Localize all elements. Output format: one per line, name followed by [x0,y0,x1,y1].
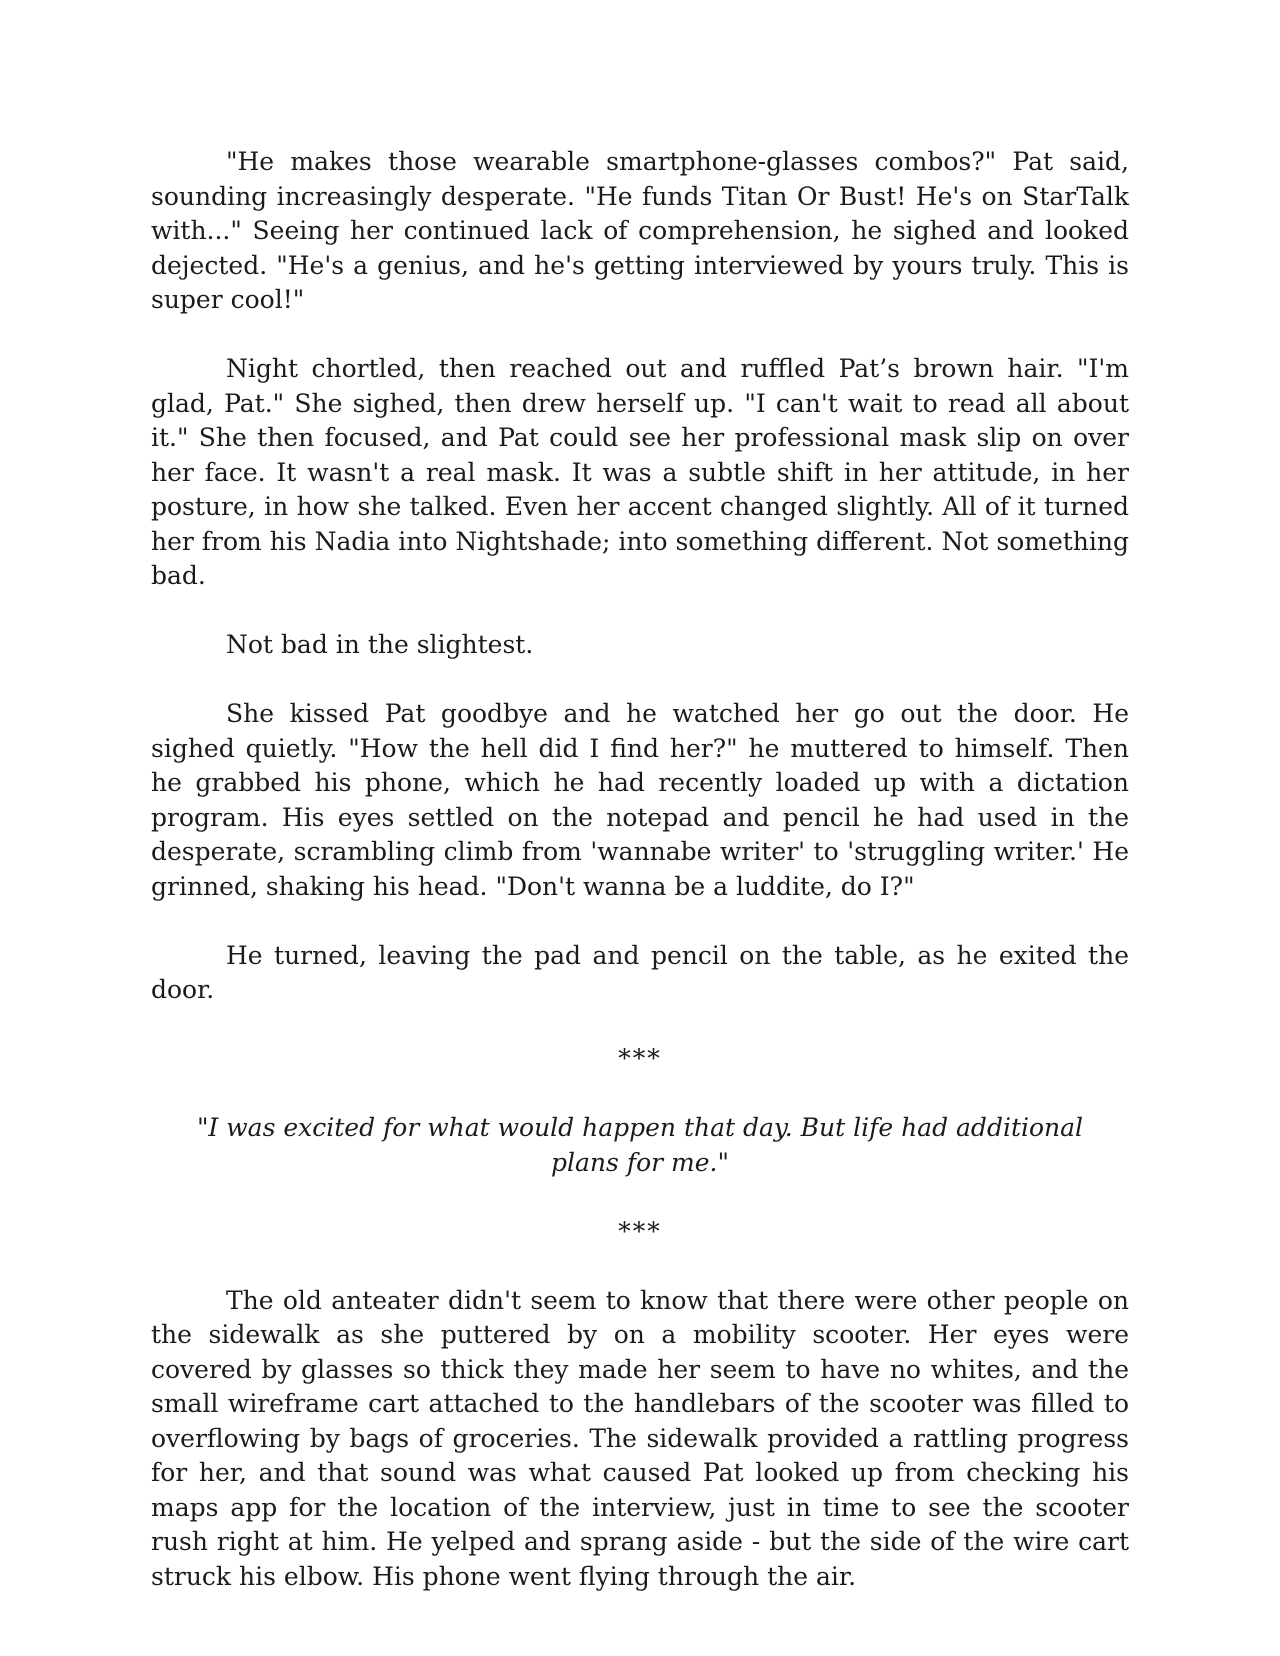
scene-break-1: *** [618,1044,662,1073]
closing-paragraph: The old anteater didn't seem to know that there were other people on the sidewalk as she puttered by on a mobility scooter. Her eyes were covered by glasses so thick they made her seem to have no whites, and the small wireframe cart attached to the handlebars of the scooter was filled to overflowing by bags of groceries. The sidewalk provided a rattling progress for her, and that sound was what caused Pat looked up from checking his maps app for the location of the interview, just in time to see the scooter rush right at him. He yelped and sprang aside - but the side of the wire cart struck his elbow. His phone went flying through the air. [151,1285,1129,1591]
epigraph-quote: "I was excited for what would happen that day. But life had additional plans for me." [196,1113,1084,1177]
paragraph-4: She kissed Pat goodbye and he watched her go out the door. He sighed quietly. "How the hell did I find her?" he muttered to himself. Then he grabbed his phone, which he had recently loaded up with a dictation program. His eyes settled on the notepad and pencil he had used in the desperate, scrambling climb from 'wannabe writer' to 'struggling writer.' He grinned, shaking his head. "Don't wanna be a luddite, do I?" [151,699,1129,901]
paragraph-3: Not bad in the slightest. [226,630,534,659]
paragraph-2: Night chortled, then reached out and ruffled Pat’s brown hair. "I'm glad, Pat." She sighed, then drew herself up. "I can't wait to read all about it." She then focused, and Pat could see her professional mask slip on over her face. It wasn't a real mask. It was a subtle shift in her attitude, in her posture, in how she talked. Even her accent changed slightly. All of it turned her from his Nadia into Nightshade; into something different. Not something bad. [151,354,1129,590]
document-page [151,145,1129,1594]
paragraph-5: He turned, leaving the pad and pencil on the table, as he exited the door. [151,940,1129,1004]
paragraph-1: "He makes those wearable smartphone-glasses combos?" Pat said, sounding increasingly desperate. "He funds Titan Or Bust! He's on StarTalk with..." Seeing her continued lack of comprehension, he sighed and looked dejected. "He's a genius, and he's getting interviewed by yours truly. This is super cool!" [151,147,1129,314]
scene-break-2: *** [618,1216,662,1246]
